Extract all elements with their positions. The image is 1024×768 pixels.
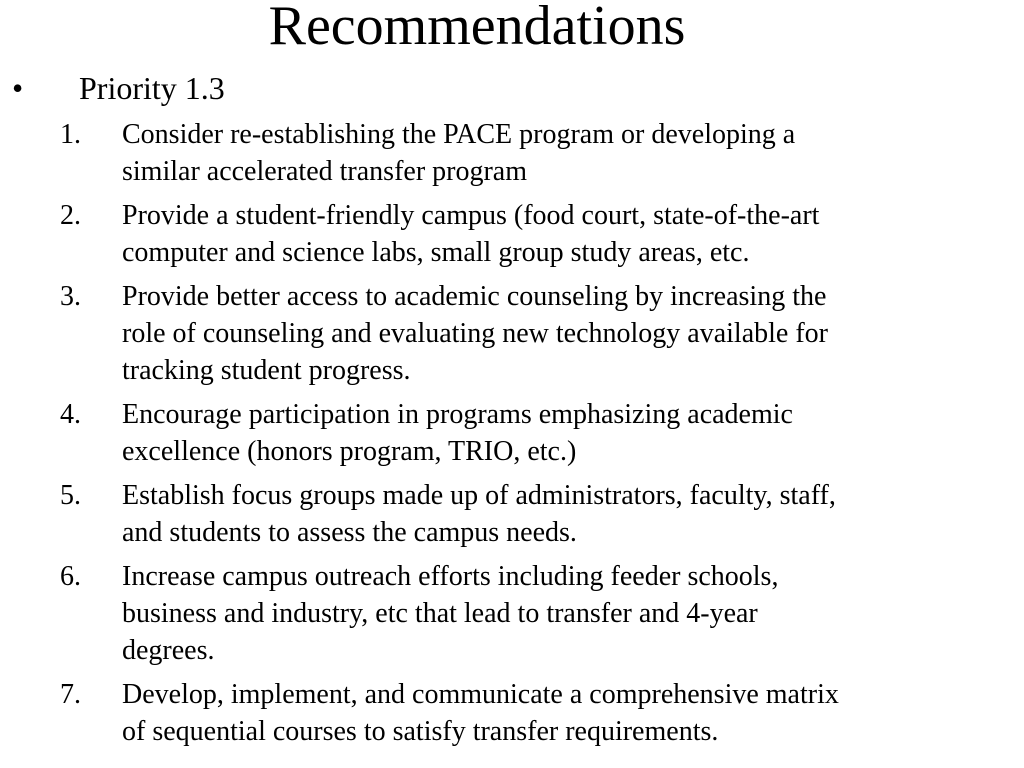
item-line: Consider re-establishing the PACE program or developing a (122, 119, 796, 150)
list-item (0, 116, 1024, 190)
item-line: Establish focus groups made up of administrators, faculty, staff, (122, 480, 836, 511)
item-text (122, 396, 1007, 470)
item-line: Increase campus outreach efforts including feeder schools, (122, 561, 779, 592)
item-line: Provide better access to academic counseling by increasing the (122, 281, 827, 312)
item-line: Encourage participation in programs emphasizing academic (122, 399, 793, 430)
priority-label: Priority 1.3 (79, 70, 225, 106)
list-item (0, 278, 1024, 389)
item-text (122, 676, 1007, 750)
item-line: Develop, implement, and communicate a comprehensive matrix (122, 679, 839, 710)
item-line: computer and science labs, small group study areas, etc. (122, 237, 750, 268)
item-line: tracking student progress. (122, 355, 411, 386)
recommendation-list (0, 116, 1024, 757)
list-item (0, 197, 1024, 271)
item-number: 6. (60, 561, 81, 592)
item-line: degrees. (122, 635, 215, 666)
item-number: 5. (60, 480, 81, 511)
item-line: excellence (honors program, TRIO, etc.) (122, 436, 577, 467)
item-number: 3. (60, 281, 81, 312)
item-number: 2. (60, 200, 81, 231)
item-text (122, 116, 1007, 190)
item-text (122, 278, 1007, 389)
list-item (0, 477, 1024, 551)
bullet-icon: • (12, 70, 24, 106)
item-line: business and industry, etc that lead to transfer and 4-year (122, 598, 758, 629)
list-item (0, 558, 1024, 669)
item-line: of sequential courses to satisfy transfer requirements. (122, 716, 719, 747)
list-item (0, 396, 1024, 470)
item-text (122, 558, 1007, 669)
item-line: role of counseling and evaluating new technology available for (122, 318, 828, 349)
list-item (0, 676, 1024, 750)
item-number: 1. (60, 119, 81, 150)
slide-title: Recommendations (268, 0, 686, 57)
item-text (122, 477, 1007, 551)
item-line: Provide a student-friendly campus (food court, state-of-the-art (122, 200, 820, 231)
item-text (122, 197, 1007, 271)
item-line: similar accelerated transfer program (122, 156, 528, 187)
item-line: and students to assess the campus needs. (122, 517, 577, 548)
item-number: 4. (60, 399, 81, 430)
item-number: 7. (60, 679, 81, 710)
